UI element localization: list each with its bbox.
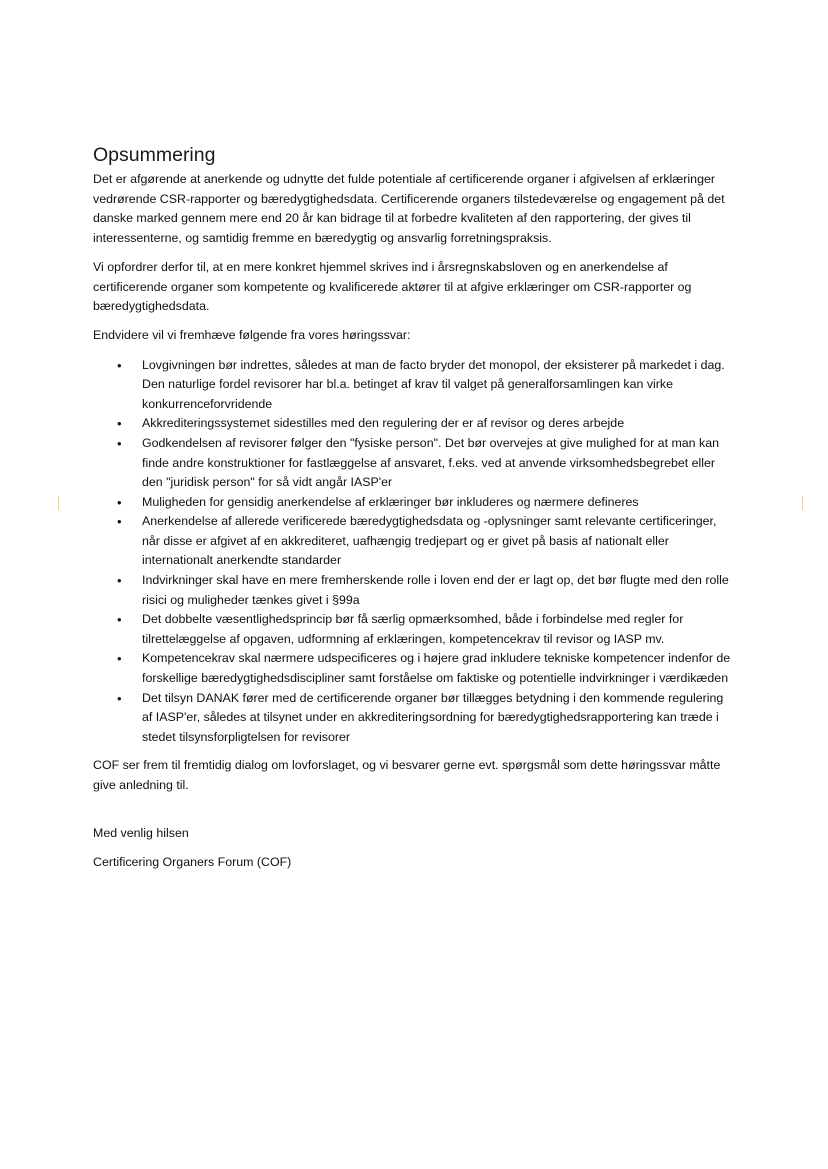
list-item: • Godkendelsen af revisorer følger den "fysiske person". Det bør overvejes at give mulighed for at man kan finde andre konstruktioner for fastlæggelse af ansvaret, f.eks. ved at anvende virksomhedsbegrebet eller den "juridisk person" for så vidt angår IASP'er <box>142 434 735 493</box>
signoff-block <box>93 824 735 873</box>
document-page <box>93 143 735 882</box>
list-item: • Kompetencekrav skal nærmere udspecificeres og i højere grad inkludere tekniske kompetencer indenfor de forskellige bæredygtighedsdiscipliner samt forståelse om faktiske og potentielle indvirkninger i værdikæden <box>142 649 735 688</box>
signature: Certificering Organers Forum (COF) <box>93 854 292 869</box>
bullet-list <box>93 356 735 748</box>
list-item: • Akkrediteringssystemet sidestilles med den regulering der er af revisor og deres arbejde <box>142 414 735 434</box>
list-item: • Indvirkninger skal have en mere fremherskende rolle i loven end der er lagt op, det bør flugte med den rolle risici og muligheder tænkes givet i §99a <box>142 571 735 610</box>
list-item: • Lovgivningen bør indrettes, således at man de facto bryder det monopol, der eksisterer på markedet i dag. Den naturlige fordel revisorer har bl.a. betinget af krav til valget på generalforsamlingen kan virke konkurrenceforvridende <box>142 356 735 415</box>
closing-paragraph: COF ser frem til fremtidig dialog om lovforslaget, og vi besvarer gerne evt. spørgsmål som dette høringssvar måtte give anledning til. <box>93 758 721 792</box>
summary-paragraph: Det er afgørende at anerkende og udnytte det fulde potentiale af certificerende organer i afgivelsen af erklæringer vedrørende CSR-rapporter og bæredygtighedsdata. Certificerende organers tilstedeværelse og engagement på det danske marked gennem mere end 20 år kan bidrage til at forbedre kvaliteten af den rapportering, der gives til interessenterne, og samtidig fremme en bæredygtig og ansvarlig forretningspraksis. <box>93 172 725 245</box>
list-item: • Det dobbelte væsentlighedsprincip bør få særlig opmærksomhed, både i forbindelse med regler for tilrettelæggelse af opgaven, udformning af erklæringen, kompetencekrav til revisor og IASP mv. <box>142 610 735 649</box>
left-margin-mark <box>58 496 59 510</box>
list-item: • Anerkendelse af allerede verificerede bæredygtighedsdata og -oplysninger samt relevante certificeringer, når disse er afgivet af en akkrediteret, uafhængig tredjepart og er givet på basis af nationalt eller internationalt anerkendte standarder <box>142 512 735 571</box>
list-item: • Det tilsyn DANAK fører med de certificerende organer bør tillægges betydning i den kommende regulering af IASP'er, således at tilsynet under en akkrediteringsordning for bæredygtighedsrapportering kan træde i stedet tilsynsforpligtelsen for revisorer <box>142 689 735 748</box>
intro-paragraph: Endvidere vil vi fremhæve følgende fra vores høringssvar: <box>93 328 411 343</box>
list-item: • Muligheden for gensidig anerkendelse af erklæringer bør inkluderes og nærmere defineres <box>142 493 735 513</box>
greeting: Med venlig hilsen <box>93 825 189 840</box>
request-paragraph: Vi opfordrer derfor til, at en mere konkret hjemmel skrives ind i årsregnskabsloven og en anerkendelse af certificerende organer som kompetente og kvalificerede aktører til at afgive erklæringer om CSR-rapporter og bæredygtighedsdata. <box>93 259 692 314</box>
right-margin-mark <box>802 496 803 510</box>
section-heading: Opsummering <box>93 144 216 166</box>
